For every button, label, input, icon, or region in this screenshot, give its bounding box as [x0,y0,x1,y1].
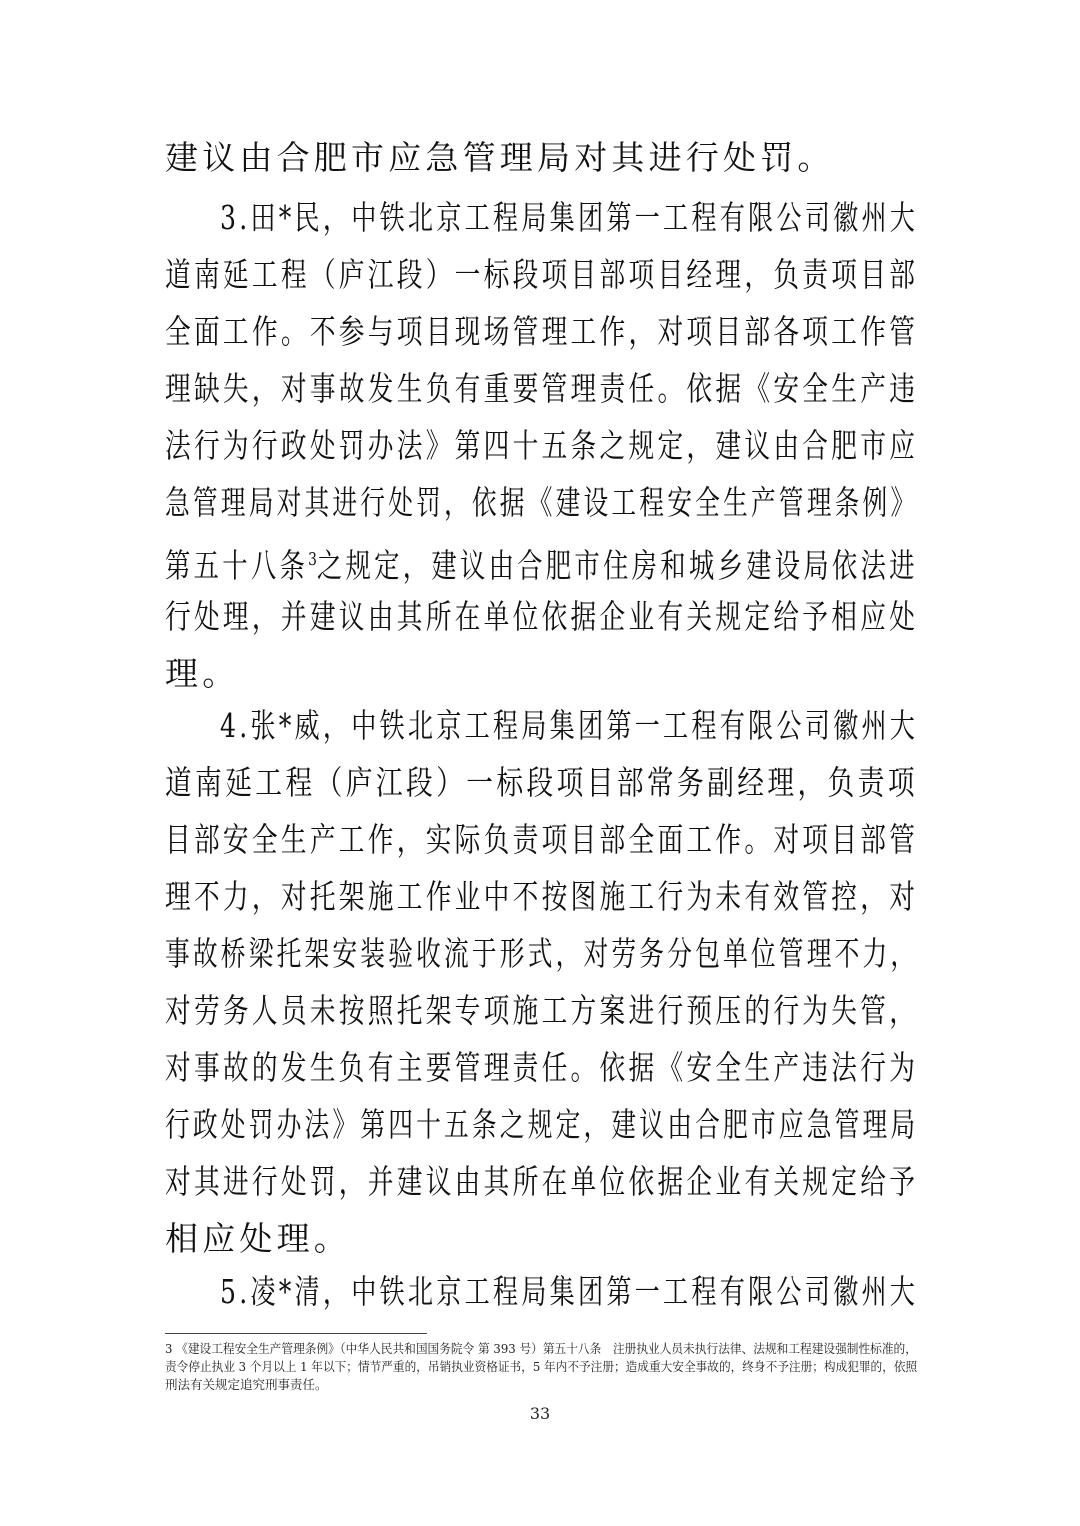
body-line: 法行为行政处罚办法》第四十五条之规定，建议由合肥市应 [165,426,919,465]
body-line: 对劳务人员未按照托架专项施工方案进行预压的行为失管， [165,991,919,1030]
paragraph-4-first-line: 4.张*威，中铁北京工程局集团第一工程有限公司徽州大 [220,706,919,745]
body-line: 道南延工程（庐江段）一标段项目部项目经理，负责项目部 [165,255,919,294]
paragraph-3-first-line: 3.田*民，中铁北京工程局集团第一工程有限公司徽州大 [220,198,919,237]
body-line: 理不力，对托架施工作业中不按图施工行为未有效管控，对 [165,877,919,916]
footnote-line: 刑法有关规定追究刑事责任。 [165,1377,328,1392]
page-number: 33 [529,1404,551,1423]
footnote-line: 责令停止执业 3 个月以上 1 年以下；情节严重的，吊销执业资格证书，5 年内不予注册；造成重大安全事故的，终身不予注册；构成犯罪的，依照 [165,1359,918,1374]
body-line: 相应处理。 [165,1219,351,1258]
body-line: 目部安全生产工作，实际负责项目部全面工作。对项目部管 [165,820,919,859]
body-line-with-footnote-ref [165,540,918,586]
body-line: 理。 [165,654,240,693]
body-line: 对事故的发生负有主要管理责任。依据《安全生产违法行为 [165,1048,919,1087]
footnote-line: 3 《建设工程安全生产管理条例》（中华人民共和国国务院令 第 393 号）第五十八条 注册执业人员未执行法律、法规和工程建设强制性标准的， [165,1341,917,1356]
body-text: 第五十八条 [165,546,309,585]
body-text: 之规定，建议由合肥市住房和城乡建设局依法进 [316,546,918,585]
body-line: 理缺失，对事故发生负有重要管理责任。依据《安全生产违 [165,369,919,408]
paragraph-5-first-line: 5.凌*清，中铁北京工程局集团第一工程有限公司徽州大 [220,1272,919,1311]
body-line: 行政处罚办法》第四十五条之规定，建议由合肥市应急管理局 [165,1105,919,1144]
body-line: 对其进行处罚，并建议由其所在单位依据企业有关规定给予 [165,1162,919,1201]
footnote [165,1340,917,1394]
footnote-reference: 3 [308,549,317,570]
body-line: 建议由合肥市应急管理局对其进行处罚。 [165,138,835,177]
body-line: 道南延工程（庐江段）一标段项目部常务副经理，负责项 [165,763,919,802]
body-line: 急管理局对其进行处罚，依据《建设工程安全生产管理条例》 [165,483,919,522]
footnote-separator [165,1333,427,1334]
body-line: 全面工作。不参与项目现场管理工作，对项目部各项工作管 [165,312,919,351]
body-line: 行处理，并建议由其所在单位依据企业有关规定给予相应处 [165,597,919,636]
body-line: 事故桥梁托架安装验收流于形式，对劳务分包单位管理不力， [165,934,919,973]
